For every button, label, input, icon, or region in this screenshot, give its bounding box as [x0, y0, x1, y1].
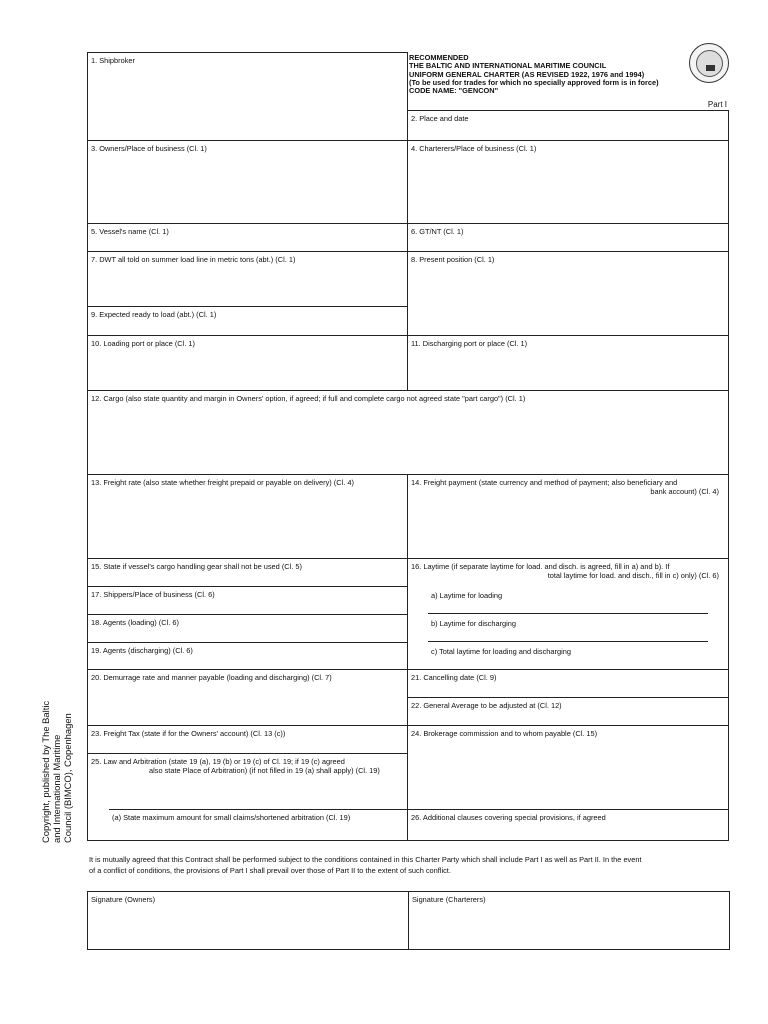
box-freight-tax-label: 23. Freight Tax (state if for the Owners' account) (Cl. 13 (c)) [91, 729, 286, 738]
form-header [409, 54, 709, 95]
box-loading-port-label: 10. Loading port or place (Cl. 1) [91, 339, 195, 348]
box-agents-discharging[interactable] [87, 642, 408, 670]
box-dwt-label: 7. DWT all told on summer load line in metric tons (abt.) (Cl. 1) [91, 255, 296, 264]
box-owners-label: 3. Owners/Place of business (Cl. 1) [91, 144, 207, 153]
box-vessel-name[interactable] [87, 223, 408, 252]
box-freight-payment-label-1: 14. Freight payment (state currency and method of payment; also beneficiary and [411, 478, 678, 487]
box-cargo-gear[interactable] [87, 558, 408, 587]
agreement-line-2: of a conflict of conditions, the provisions of Part I shall prevail over those of Part II to the extent of such conflict. [89, 866, 451, 875]
laytime-discharging-label: b) Laytime for discharging [431, 619, 517, 628]
copyright-line-1: Copyright, published by The Baltic [40, 700, 51, 843]
laytime-loading-label: a) Laytime for loading [431, 591, 503, 600]
box-discharging-port[interactable] [407, 335, 729, 391]
laytime-discharging[interactable] [428, 616, 708, 628]
copyright-notice [40, 683, 73, 843]
box-freight-rate[interactable] [87, 474, 408, 559]
box-discharging-port-label: 11. Discharging port or place (Cl. 1) [411, 339, 528, 348]
box-gt-nt-label: 6. GT/NT (Cl. 1) [411, 227, 464, 236]
box-shipbroker-label: 1. Shipbroker [91, 56, 135, 65]
box-cargo-gear-label: 15. State if vessel's cargo handling gear shall not be used (Cl. 5) [91, 562, 302, 571]
box-gt-nt[interactable] [407, 223, 729, 252]
header-code-name: CODE NAME: "GENCON" [409, 86, 499, 96]
box-vessel-name-label: 5. Vessel's name (Cl. 1) [91, 227, 169, 236]
box-expected-ready[interactable] [87, 306, 408, 336]
box-freight-payment[interactable] [407, 474, 729, 559]
box-small-claims[interactable] [108, 809, 408, 841]
box-general-average-label: 22. General Average to be adjusted at (Cl. 12) [411, 701, 562, 710]
box-dwt[interactable] [87, 251, 408, 307]
box-shippers-label: 17. Shippers/Place of business (Cl. 6) [91, 590, 215, 599]
header-council: THE BALTIC AND INTERNATIONAL MARITIME COUNCIL [409, 61, 607, 71]
box-cancelling-date[interactable] [407, 669, 729, 698]
agreement-line-1: It is mutually agreed that this Contract shall be performed subject to the conditions contained in this Charter Party which shall include Part I as well as Part II. In the event [89, 855, 642, 864]
box-laytime-label-2: total laytime for load. and disch., fill in c) only) (Cl. 6) [547, 571, 719, 580]
box-laytime-label-1: 16. Laytime (if separate laytime for load. and disch. is agreed, fill in a) and b). If [411, 562, 670, 571]
box-freight-payment-label-2: bank account) (Cl. 4) [650, 487, 719, 496]
laytime-total[interactable] [428, 644, 708, 656]
header-usage-note: (To be used for trades for which no specially approved form is in force) [409, 77, 659, 87]
laytime-loading[interactable] [428, 588, 708, 600]
box-shipbroker[interactable] [87, 52, 408, 141]
box-agents-loading-label: 18. Agents (loading) (Cl. 6) [91, 618, 179, 627]
box-law-arbitration-label-2: also state Place of Arbitration) (if not filled in 19 (a) shall apply) (Cl. 19) [149, 766, 380, 775]
signature-charterers-box[interactable] [408, 891, 730, 950]
box-place-date[interactable] [407, 110, 729, 141]
box-cancelling-date-label: 21. Cancelling date (Cl. 9) [411, 673, 497, 682]
box-place-date-label: 2. Place and date [411, 114, 469, 123]
box-charterers[interactable] [407, 140, 729, 224]
box-demurrage-label: 20. Demurrage rate and manner payable (loading and discharging) (Cl. 7) [91, 673, 332, 682]
part-label: Part I [707, 100, 727, 109]
laytime-discharging-divider [428, 641, 708, 642]
box-cargo[interactable] [87, 390, 729, 475]
box-owners[interactable] [87, 140, 408, 224]
box-present-position[interactable] [407, 251, 729, 336]
box-charterers-label: 4. Charterers/Place of business (Cl. 1) [411, 144, 537, 153]
laytime-loading-divider [428, 613, 708, 614]
box-demurrage[interactable] [87, 669, 408, 726]
box-brokerage-label: 24. Brokerage commission and to whom payable (Cl. 15) [411, 729, 598, 738]
box-expected-ready-label: 9. Expected ready to load (abt.) (Cl. 1) [91, 310, 217, 319]
box-additional-clauses[interactable] [407, 809, 729, 841]
copyright-line-3: Council (BIMCO), Copenhagen [62, 713, 73, 843]
box-small-claims-label: (a) State maximum amount for small claims/shortened arbitration (Cl. 19) [112, 813, 351, 822]
box-brokerage[interactable] [407, 725, 729, 810]
signature-owners-box[interactable] [87, 891, 409, 950]
box-agents-loading[interactable] [87, 614, 408, 643]
box-agents-discharging-label: 19. Agents (discharging) (Cl. 6) [91, 646, 193, 655]
header-recommended: RECOMMENDED [409, 53, 469, 62]
box-general-average[interactable] [407, 697, 729, 726]
laytime-total-label: c) Total laytime for loading and discharging [431, 647, 571, 656]
signature-charterers-label: Signature (Charterers) [412, 895, 486, 904]
box-shippers[interactable] [87, 586, 408, 615]
box-freight-tax[interactable] [87, 725, 408, 754]
box-law-arbitration[interactable] [87, 753, 408, 810]
box-cargo-label: 12. Cargo (also state quantity and margin in Owners' option, if agreed; if full and complete cargo not agreed state "part cargo") (Cl. 1) [91, 394, 526, 403]
small-claims-spacer [87, 809, 109, 841]
agreement-text [89, 854, 729, 876]
copyright-line-2: and International Maritime [51, 734, 62, 843]
box-loading-port[interactable] [87, 335, 408, 391]
box-present-position-label: 8. Present position (Cl. 1) [411, 255, 495, 264]
box-law-arbitration-label-1: 25. Law and Arbitration (state 19 (a), 19 (b) or 19 (c) of Cl. 19; if 19 (c) agreed [91, 757, 345, 766]
charter-party-form [87, 52, 729, 841]
header-charter-name: UNIFORM GENERAL CHARTER (AS REVISED 1922, 1976 and 1994) [409, 69, 645, 79]
signature-owners-label: Signature (Owners) [91, 895, 156, 904]
box-freight-rate-label: 13. Freight rate (also state whether freight prepaid or payable on delivery) (Cl. 4) [91, 478, 354, 487]
box-additional-clauses-label: 26. Additional clauses covering special provisions, if agreed [411, 813, 606, 822]
